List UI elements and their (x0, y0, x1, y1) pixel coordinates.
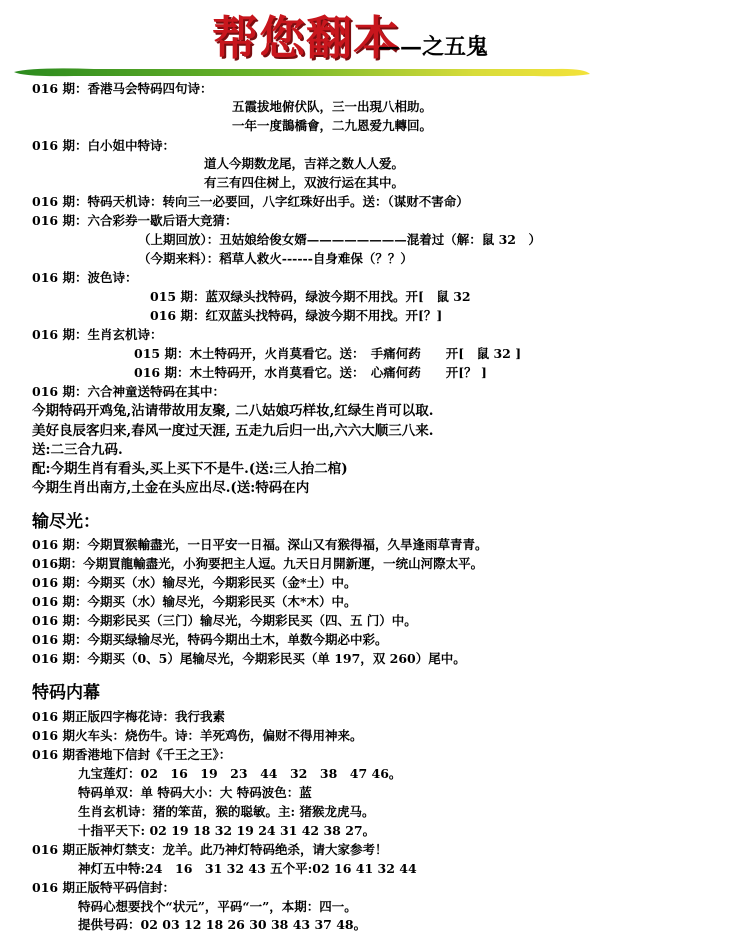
page-subtitle: ——之五鬼 (378, 34, 489, 60)
text-line: 016 期：今期买（水）输尽光，今期彩民买（木*木）中。 (32, 594, 357, 609)
text-line: 特码单双：单 特码大小：大 特码波色：蓝 (78, 785, 312, 800)
text-line: 一年一度鵲橋會，二九恩爱九轉回。 (232, 118, 433, 133)
text-line: 十指平天下: 02 19 18 32 19 24 31 42 38 27。 (78, 823, 376, 838)
text-line: 016 期正版神灯禁支：龙羊。此乃神灯特码绝杀，请大家参考！ (32, 842, 388, 857)
text-line: 道人今期数龙尾，吉祥之数人人爱。 (204, 156, 405, 171)
text-line: 提供号码：02 03 12 18 26 30 38 43 37 48。 (78, 917, 367, 932)
page-title: 帮您翻本 (212, 11, 400, 65)
text-line: 016 期：今期买（0、5）尾输尽光，今期彩民买（单 197，双 260）尾中。 (32, 651, 466, 666)
text-line: 五霞拔地俯伏队，三一出現八相助。 (232, 99, 433, 114)
text-line: 016 期：白小姐中特诗： (32, 138, 175, 153)
text-line: 九宝莲灯：02 16 19 23 44 32 38 47 46。 (78, 766, 402, 781)
text-line: 015 期：蓝双绿头找特码，绿波今期不用找。开[ 鼠 32 (150, 289, 471, 304)
text-line: 016 期火车头：烧伤牛。诗：羊死鸡伤，偏财不得用神来。 (32, 728, 363, 743)
text-line: 016期：今期買龍輸盡光，小狗要把主人逗。九天日月開新運，一统山河際太平。 (32, 556, 484, 571)
section-heading: 输尽光： (32, 512, 100, 532)
text-line: 神灯五中特:24 16 31 32 43 五个平:02 16 41 32 44 (78, 861, 417, 876)
text-line: 配:今期生肖有看头,买上买下不是牛.(送:三人抬二棺) (32, 461, 348, 477)
text-line: （今期来料）：稻草人救火------自身难保（？？） (138, 251, 413, 266)
text-line: 016 期：今期买绿输尽光，特码今期出土木，单数今期必中彩。 (32, 632, 388, 647)
text-line: 016 期：波色诗： (32, 270, 138, 285)
header-banner-stroke (14, 66, 590, 78)
text-line: 送:二三合九码. (32, 442, 123, 458)
text-line: 016 期：香港马会特码四句诗： (32, 81, 213, 96)
text-line: 美好良辰客归来,春风一度过天涯, 五走九后归一出,六六大顺三八来. (32, 423, 434, 439)
text-line: 今期特码开鸡兔,沾请带故用友聚, 二八姑娘巧样妆,红绿生肖可以取. (32, 403, 434, 419)
text-line: 016 期：今期彩民买（三门）输尽光，今期彩民买（四、五 门）中。 (32, 613, 417, 628)
text-line: 016 期香港地下信封《千王之王》： (32, 747, 232, 762)
text-line: 016 期：六合神童送特码在其中： (32, 384, 225, 399)
text-line: 016 期正版特平码信封： (32, 880, 175, 895)
text-line: 今期生肖出南方,土金在头应出尽.(送:特码在内 (32, 480, 310, 496)
text-line: 016 期正版四字梅花诗：我行我素 (32, 709, 225, 724)
text-line: 特码心想要找个“状元”，平码“一”，本期：四一。 (78, 899, 357, 914)
text-line: 016 期：生肖玄机诗： (32, 327, 163, 342)
text-line: 015 期：木土特码开，火肖莫看它。送： 手痛何药 开[ 鼠 32 ] (134, 346, 522, 361)
text-line: 016 期：今期买（水）输尽光，今期彩民买（金*土）中。 (32, 575, 357, 590)
text-line: 016 期：特码天机诗：转向三一必要回，八字红珠好出手。送：（谋财不害命） (32, 194, 469, 209)
text-line: 016 期：木土特码开，水肖莫看它。送： 心痛何药 开[？ ] (134, 365, 487, 380)
section-heading: 特码内幕 (32, 683, 100, 703)
text-line: 生肖玄机诗：猪的笨苗，猴的聪敏。主: 猪猴龙虎马。 (78, 804, 375, 819)
text-line: 016 期：今期買猴輸盡光，一日平安一日福。深山又有猴得福，久旱逢雨草青青。 (32, 537, 488, 552)
text-line: 016 期：六合彩券一歇后语大竞猜： (32, 213, 238, 228)
text-line: 有三有四住树上，双波行运在其中。 (204, 175, 405, 190)
header (0, 0, 744, 82)
text-line: （上期回放）：丑姑娘给俊女婿————————混着过（解：鼠 32 ） (138, 232, 541, 247)
text-line: 016 期：红双蓝头找特码，绿波今期不用找。开[？] (150, 308, 443, 323)
